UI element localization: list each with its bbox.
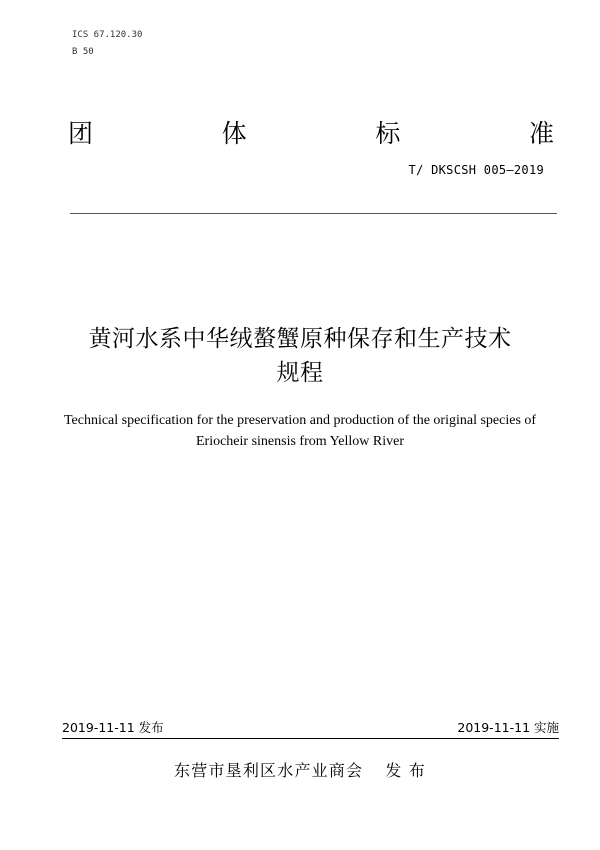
- standard-type-char: 标: [375, 119, 401, 148]
- chinese-title-line: 规程: [276, 360, 324, 386]
- ics-code: ICS 67.120.30: [72, 30, 143, 40]
- standard-type-char: 准: [528, 119, 554, 148]
- english-title-line: Eriocheir sinensis from Yellow River: [195, 434, 405, 449]
- issuer-line: [0, 758, 600, 781]
- standard-type-char: 团: [68, 119, 94, 148]
- standard-type-heading: [68, 114, 554, 150]
- chinese-title-line: 黄河水系中华绒螯蟹原种保存和生产技术: [88, 326, 512, 352]
- publish-date: 2019-11-11 发布: [62, 720, 164, 735]
- standard-number: T/ DKSCSH 005—2019: [408, 163, 544, 177]
- chinese-title: [40, 322, 560, 390]
- issuer-action: 发 布: [385, 761, 426, 780]
- ccs-code: B 50: [72, 47, 94, 57]
- standard-type-char: 体: [221, 119, 247, 148]
- english-title: [40, 410, 560, 452]
- english-title-line: Technical specification for the preservation and production of the original species of: [63, 413, 537, 428]
- header-divider: [70, 213, 557, 214]
- effective-date: 2019-11-11 实施: [457, 720, 559, 735]
- footer-divider: [62, 738, 559, 739]
- issuer-name: 东营市垦利区水产业商会: [174, 761, 364, 780]
